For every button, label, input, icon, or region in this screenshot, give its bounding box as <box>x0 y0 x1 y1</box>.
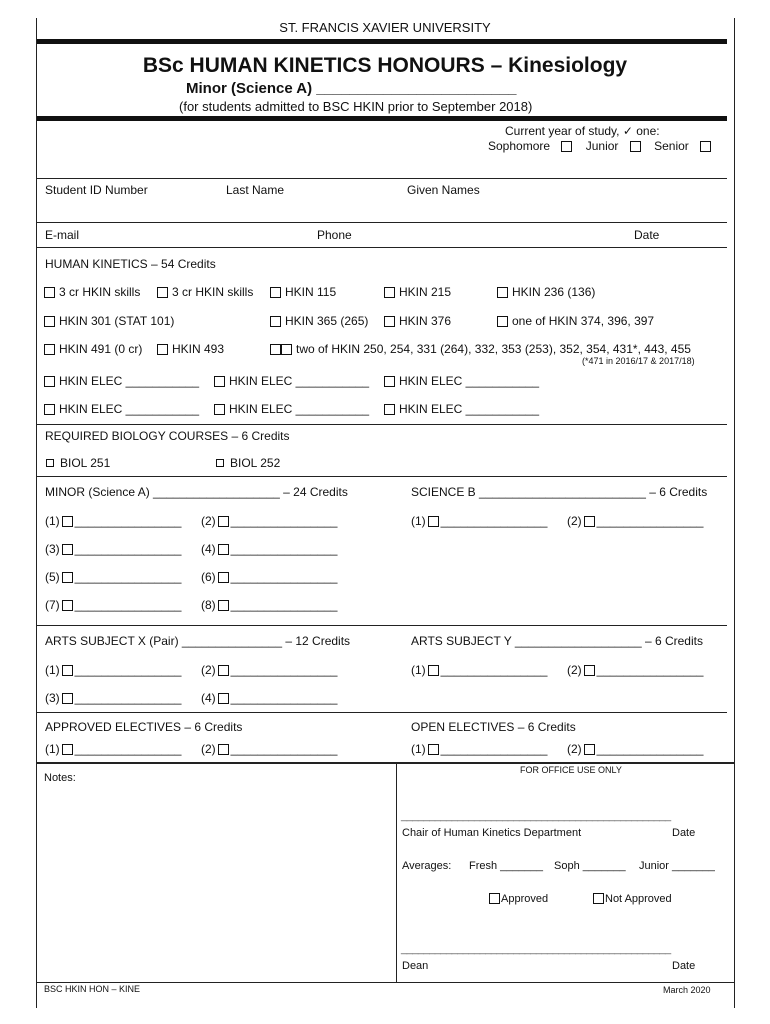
course-checkbox[interactable] <box>270 287 281 298</box>
hkin-item[interactable] <box>270 285 336 299</box>
slot-checkbox[interactable] <box>62 544 73 555</box>
slot-blank: ________________ <box>74 570 182 584</box>
chair-date-label: Date <box>672 827 696 839</box>
slot-blank: ________________ <box>74 514 182 528</box>
hkin-item[interactable] <box>497 314 654 328</box>
elective-label: HKIN ELEC ___________ <box>59 374 200 388</box>
course-label: one of HKIN 374, 396, 397 <box>512 314 655 328</box>
divider <box>37 247 727 248</box>
chair-signature-line[interactable]: ________________________________________________ <box>401 810 671 822</box>
hkin-item[interactable] <box>270 342 691 356</box>
elective-label: HKIN ELEC ___________ <box>229 374 370 388</box>
minor-slot[interactable] <box>45 514 181 528</box>
course-checkbox[interactable] <box>497 287 508 298</box>
divider <box>37 222 727 223</box>
not-approved-checkbox[interactable] <box>593 893 604 904</box>
hkin-heading: HUMAN KINETICS – 54 Credits <box>45 257 216 271</box>
slot-blank: ________________ <box>230 514 338 528</box>
minor-title: Minor (Science A) ________________________ <box>186 80 517 97</box>
notes-label: Notes: <box>44 772 76 784</box>
slot-blank: ________________ <box>440 663 548 677</box>
arts-x-slot[interactable] <box>201 691 337 705</box>
slot-blank: ________________ <box>230 570 338 584</box>
open-elective-slot[interactable] <box>567 742 703 756</box>
university-name: ST. FRANCIS XAVIER UNIVERSITY <box>279 20 491 35</box>
biology-item[interactable] <box>46 456 110 470</box>
course-checkbox[interactable] <box>216 459 224 467</box>
slot-blank: ________________ <box>440 742 548 756</box>
slot-number: (2) <box>567 514 582 528</box>
elective-checkbox[interactable] <box>384 404 395 415</box>
slot-number: (2) <box>201 514 216 528</box>
course-checkbox[interactable] <box>44 287 55 298</box>
slot-number: (2) <box>567 742 582 756</box>
hkin-item[interactable] <box>497 285 595 299</box>
slot-blank: ________________ <box>74 598 182 612</box>
course-checkbox[interactable] <box>270 344 281 355</box>
slot-checkbox[interactable] <box>218 693 229 704</box>
slot-checkbox[interactable] <box>584 665 595 676</box>
approved-option[interactable] <box>489 893 548 905</box>
slot-number: (1) <box>411 742 426 756</box>
course-label: HKIN 115 <box>285 285 337 299</box>
slot-number: (1) <box>411 514 426 528</box>
course-checkbox[interactable] <box>157 344 168 355</box>
slot-blank: ________________ <box>230 663 338 677</box>
divider <box>37 476 727 477</box>
elective-checkbox[interactable] <box>44 376 55 387</box>
phone-label: Phone <box>317 228 352 242</box>
slot-blank: ________________ <box>74 742 182 756</box>
approved-elective-slot[interactable] <box>201 742 337 756</box>
sophomore-checkbox[interactable] <box>561 141 572 152</box>
slot-checkbox[interactable] <box>218 516 229 527</box>
slot-blank: ________________ <box>74 663 182 677</box>
divider <box>37 625 727 626</box>
arts-x-slot[interactable] <box>201 663 337 677</box>
left-border <box>36 18 37 1008</box>
elective-label: HKIN ELEC ___________ <box>229 402 370 416</box>
office-use-heading: FOR OFFICE USE ONLY <box>520 765 622 775</box>
averages-label: Averages: <box>402 860 452 872</box>
slot-checkbox[interactable] <box>62 516 73 527</box>
arts-y-slot[interactable] <box>567 663 703 677</box>
course-label: 3 cr HKIN skills <box>59 285 141 299</box>
slot-blank: ________________ <box>230 742 338 756</box>
hkin-item[interactable] <box>157 285 253 299</box>
slot-checkbox[interactable] <box>62 693 73 704</box>
hkin-item[interactable] <box>270 314 368 328</box>
given-names-label: Given Names <box>407 183 480 197</box>
hkin-item[interactable] <box>44 314 174 328</box>
elective-checkbox[interactable] <box>214 404 225 415</box>
elective-checkbox[interactable] <box>44 404 55 415</box>
arts-x-slot[interactable] <box>45 663 181 677</box>
elective-checkbox[interactable] <box>384 376 395 387</box>
slot-blank: ________________ <box>230 542 338 556</box>
minor-slot[interactable] <box>45 570 181 584</box>
slot-checkbox[interactable] <box>584 516 595 527</box>
slot-blank: ________________ <box>596 514 704 528</box>
form-code: BSC HKIN HON – KINE <box>44 984 141 994</box>
right-border <box>734 18 735 1008</box>
slot-number: (6) <box>201 570 216 584</box>
slot-checkbox[interactable] <box>428 516 439 527</box>
hkin-elective[interactable] <box>44 402 199 416</box>
soph-average[interactable]: Soph _______ <box>554 860 626 872</box>
slot-blank: ________________ <box>230 691 338 705</box>
hkin-item[interactable] <box>44 342 142 356</box>
header-rule-top <box>37 39 727 44</box>
slot-number: (7) <box>45 598 60 612</box>
course-label: HKIN 491 (0 cr) <box>59 342 143 356</box>
minor-slot[interactable] <box>201 570 337 584</box>
course-checkbox[interactable] <box>157 287 168 298</box>
fresh-average[interactable]: Fresh _______ <box>469 860 543 872</box>
biology-heading: REQUIRED BIOLOGY COURSES – 6 Credits <box>45 429 290 443</box>
junior-checkbox[interactable] <box>630 141 641 152</box>
science-b-heading: SCIENCE B _________________________ – 6 Credits <box>411 485 708 499</box>
slot-checkbox[interactable] <box>62 744 73 755</box>
slot-checkbox[interactable] <box>428 665 439 676</box>
open-elective-slot[interactable] <box>411 742 547 756</box>
slot-checkbox[interactable] <box>62 572 73 583</box>
hkin-elective[interactable] <box>214 402 369 416</box>
student-id-label: Student ID Number <box>45 183 148 197</box>
arts-x-heading: ARTS SUBJECT X (Pair) _______________ – 12 Credits <box>45 634 351 648</box>
slot-number: (4) <box>201 542 216 556</box>
slot-number: (2) <box>201 742 216 756</box>
slot-checkbox[interactable] <box>218 744 229 755</box>
hkin-elective[interactable] <box>214 374 369 388</box>
course-checkbox[interactable] <box>384 287 395 298</box>
slot-number: (1) <box>45 663 60 677</box>
arts-x-slot[interactable] <box>45 691 181 705</box>
slot-checkbox[interactable] <box>218 572 229 583</box>
course-label: HKIN 236 (136) <box>512 285 596 299</box>
slot-blank: ________________ <box>596 742 704 756</box>
slot-number: (1) <box>45 514 60 528</box>
slot-blank: ________________ <box>440 514 548 528</box>
divider <box>37 982 735 983</box>
slot-number: (8) <box>201 598 216 612</box>
year-options <box>488 139 715 153</box>
senior-label: Senior <box>654 139 689 153</box>
slot-checkbox[interactable] <box>428 744 439 755</box>
minor-a-heading: MINOR (Science A) ___________________ – 24 Credits <box>45 485 348 499</box>
course-label: BIOL 251 <box>60 456 111 470</box>
slot-checkbox[interactable] <box>218 544 229 555</box>
course-label: 3 cr HKIN skills <box>172 285 254 299</box>
slot-number: (3) <box>45 691 60 705</box>
junior-label: Junior <box>585 139 619 153</box>
slot-number: (5) <box>45 570 60 584</box>
arts-y-heading: ARTS SUBJECT Y ___________________ – 6 Credits <box>411 634 703 648</box>
arts-y-slot[interactable] <box>411 663 547 677</box>
divider <box>37 424 727 425</box>
dean-label: Dean <box>402 960 429 972</box>
divider <box>37 178 727 179</box>
hkin-elective[interactable] <box>384 402 539 416</box>
course-label: BIOL 252 <box>230 456 281 470</box>
year-prompt: Current year of study, ✓ one: <box>505 124 660 138</box>
junior-average[interactable]: Junior _______ <box>639 860 715 872</box>
hkin-elective[interactable] <box>384 374 539 388</box>
slot-number: (1) <box>411 663 426 677</box>
course-label: HKIN 493 <box>172 342 225 356</box>
dean-date-label: Date <box>672 960 696 972</box>
divider <box>37 712 727 713</box>
slot-blank: ________________ <box>74 542 182 556</box>
approved-label: Approved <box>501 893 549 905</box>
course-checkbox[interactable] <box>46 459 54 467</box>
senior-checkbox[interactable] <box>700 141 711 152</box>
hkin-note: (*471 in 2016/17 & 2017/18) <box>582 356 695 366</box>
science-b-slot[interactable] <box>567 514 703 528</box>
course-label: HKIN 365 (265) <box>285 314 369 328</box>
dean-signature-line[interactable]: ________________________________________________ <box>401 943 671 955</box>
approved-checkbox[interactable] <box>489 893 500 904</box>
hkin-item[interactable] <box>384 285 451 299</box>
course-checkbox[interactable] <box>497 316 508 327</box>
date-label: Date <box>634 228 660 242</box>
slot-blank: ________________ <box>74 691 182 705</box>
slot-blank: ________________ <box>596 663 704 677</box>
form-title: BSc HUMAN KINETICS HONOURS – Kinesiology <box>142 54 628 77</box>
course-label: HKIN 215 <box>399 285 452 299</box>
minor-slot[interactable] <box>45 598 181 612</box>
course-label: HKIN 301 (STAT 101) <box>59 314 175 328</box>
slot-checkbox[interactable] <box>62 600 73 611</box>
office-divider <box>396 763 397 983</box>
slot-number: (4) <box>201 691 216 705</box>
sophomore-label: Sophomore <box>488 139 551 153</box>
slot-number: (1) <box>45 742 60 756</box>
biology-item[interactable] <box>216 456 280 470</box>
open-electives-heading: OPEN ELECTIVES – 6 Credits <box>411 720 576 734</box>
slot-number: (3) <box>45 542 60 556</box>
course-checkbox[interactable] <box>384 316 395 327</box>
elective-label: HKIN ELEC ___________ <box>59 402 200 416</box>
approved-electives-heading: APPROVED ELECTIVES – 6 Credits <box>45 720 243 734</box>
course-checkbox[interactable] <box>281 344 292 355</box>
slot-number: (2) <box>201 663 216 677</box>
last-name-label: Last Name <box>226 183 285 197</box>
hkin-item[interactable] <box>157 342 224 356</box>
elective-checkbox[interactable] <box>214 376 225 387</box>
elective-label: HKIN ELEC ___________ <box>399 402 540 416</box>
slot-checkbox[interactable] <box>62 665 73 676</box>
course-label: two of HKIN 250, 254, 331 (264), 332, 353 (253), 352, 354, 431*, 443, 455 <box>296 342 691 356</box>
minor-slot[interactable] <box>201 598 337 612</box>
minor-slot[interactable] <box>201 514 337 528</box>
chair-label: Chair of Human Kinetics Department <box>402 827 582 839</box>
course-label: HKIN 376 <box>399 314 452 328</box>
divider <box>37 762 735 764</box>
science-b-slot[interactable] <box>411 514 547 528</box>
slot-blank: ________________ <box>230 598 338 612</box>
approved-elective-slot[interactable] <box>45 742 181 756</box>
course-checkbox[interactable] <box>270 316 281 327</box>
hkin-elective[interactable] <box>44 374 199 388</box>
hkin-item[interactable] <box>384 314 451 328</box>
not-approved-option[interactable] <box>593 893 672 905</box>
course-checkbox[interactable] <box>44 344 55 355</box>
admission-note: (for students admitted to BSC HKIN prior to September 2018) <box>179 99 533 114</box>
revision-date: March 2020 <box>663 985 711 995</box>
elective-label: HKIN ELEC ___________ <box>399 374 540 388</box>
course-checkbox[interactable] <box>44 316 55 327</box>
slot-checkbox[interactable] <box>584 744 595 755</box>
not-approved-label: Not Approved <box>605 893 672 905</box>
slot-checkbox[interactable] <box>218 665 229 676</box>
minor-slot[interactable] <box>201 542 337 556</box>
email-label: E-mail <box>45 228 80 242</box>
header-rule-bottom <box>37 116 727 121</box>
slot-number: (2) <box>567 663 582 677</box>
hkin-item[interactable] <box>44 285 140 299</box>
slot-checkbox[interactable] <box>218 600 229 611</box>
minor-slot[interactable] <box>45 542 181 556</box>
